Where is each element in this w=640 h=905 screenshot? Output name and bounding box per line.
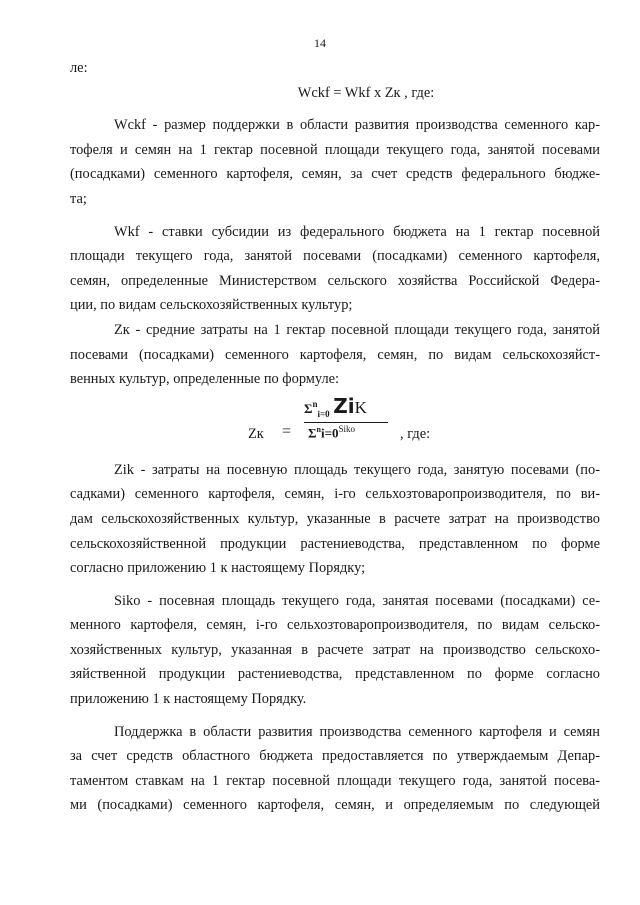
page-number: 14	[314, 36, 326, 50]
text-line: ми (посадками) семенного картофеля, семян, и определяемым по следующей	[70, 797, 600, 814]
text-line: Siko - посевная площадь текущего года, занятая посевами (посадками) се-	[114, 592, 600, 609]
formula-equals: =	[282, 422, 292, 440]
text-line: дам сельскохозяйственных культур, указанные в расчете затрат на производство	[70, 510, 600, 527]
formula-denominator: $\Sigma^ni=0^{Siko}$	[308, 423, 355, 441]
fraction-bar	[304, 422, 388, 423]
text-line: венных культур, определенные по формуле:	[70, 371, 340, 388]
text-line: хозяйственных культур, указанная в расчете затрат на производство сельскохо-	[70, 641, 600, 658]
formula-where: , где:	[400, 425, 431, 442]
text-line: тофеля и семян на 1 гектар посевной площади текущего года, занятой посевами	[70, 141, 600, 158]
text-line: зяйственной продукции растениеводства, представленном по форме согласно	[70, 666, 600, 683]
text-line: сельскохозяйственной продукции растениеводства, представленном по форме	[70, 535, 600, 552]
text-line: посевами (посадками) семенного картофеля, семян, по видам сельскохозяйст-	[70, 346, 600, 363]
text-line: Zik - затраты на посевную площадь текущего года, занятую посевами (по-	[114, 461, 600, 478]
text-line: Zк - средние затраты на 1 гектар посевной площади текущего года, занятой	[114, 321, 600, 338]
text-line: таментом ставкам на 1 гектар посевной площади текущего года, занятой посева-	[70, 772, 600, 789]
text-line: за счет средств областного бюджета предоставляется по утверждаемым Депар-	[70, 748, 600, 765]
text-line: согласно приложению 1 к настоящему Порядку;	[70, 560, 366, 577]
formula-numerator: $\Sigma^n_{i=0}$ ZiK	[304, 393, 367, 419]
text-line: та;	[70, 190, 87, 207]
text-line: Поддержка в области развития производства семенного картофеля и семян	[114, 723, 600, 740]
formula-label: Zк	[248, 425, 264, 442]
text-line: (посадками) семенного картофеля, семян, за счет средств федерального бюдже-	[70, 166, 600, 183]
text-line: менного картофеля, семян, i-го сельхозтоваропроизводителя, по видам сельско-	[70, 617, 600, 634]
formula-zk	[70, 392, 600, 458]
text-line: семян, определенные Министерством сельского хозяйства Российской Федера-	[70, 272, 600, 289]
text-line: Wkf - ставки субсидии из федерального бюджета на 1 гектар посевной	[114, 223, 600, 240]
text-line: садками) семенного картофеля, семян, i-го сельхозтоваропроизводителя, по ви-	[70, 486, 600, 503]
text-line: ции, по видам сельскохозяйственных культур;	[70, 297, 353, 314]
formula-wckf: Wckf = Wkf x Zк , где:	[297, 84, 435, 101]
text-line: площади текущего года, занятой посевами (посадками) семенного картофеля,	[70, 248, 600, 265]
text-line: приложению 1 к настоящему Порядку.	[70, 691, 307, 708]
text-line: ле:	[70, 60, 88, 76]
document-body	[70, 56, 600, 818]
text-line: Wckf - размер поддержки в области развития производства семенного кар-	[114, 117, 600, 134]
